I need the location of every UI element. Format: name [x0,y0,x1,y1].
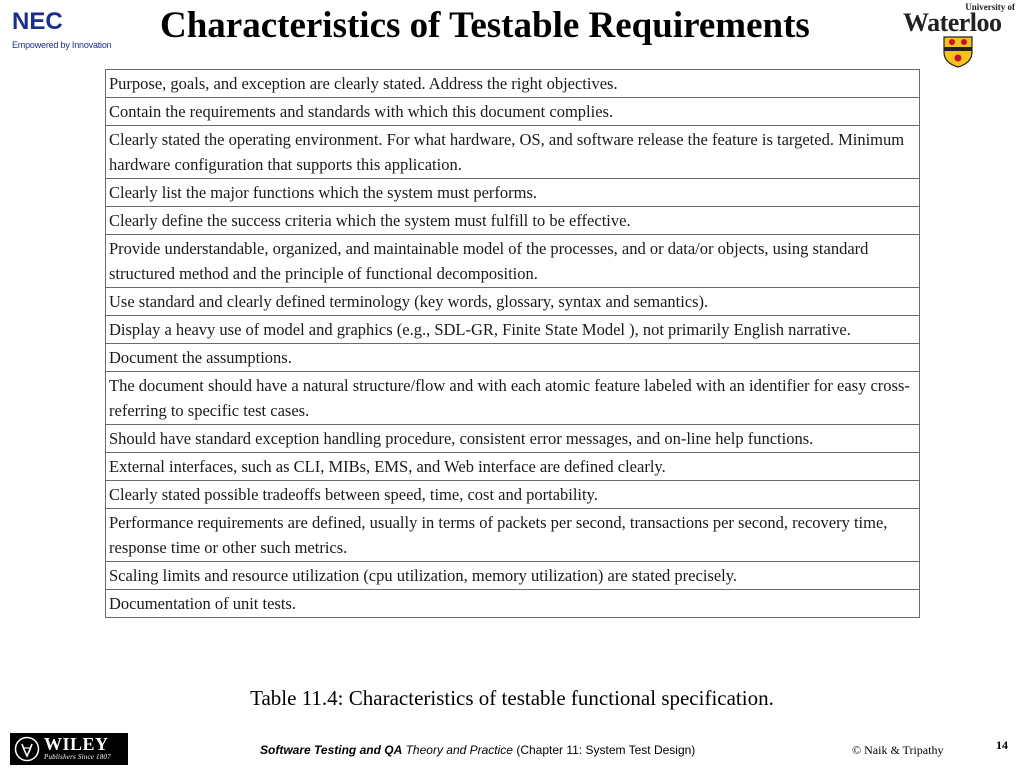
table-cell: Use standard and clearly defined terminology (key words, glossary, syntax and semantics). [106,288,920,316]
table-cell: Purpose, goals, and exception are clearly stated. Address the right objectives. [106,70,920,98]
wiley-logo-word: WILEY [44,734,109,754]
table-row [106,70,920,98]
table-row [106,98,920,126]
table-cell: Display a heavy use of model and graphics (e.g., SDL-GR, Finite State Model ), not primarily English narrative. [106,316,920,344]
nec-logo-word: NEC [12,8,63,35]
nec-logo [12,10,122,50]
table-cell: Performance requirements are defined, usually in terms of packets per second, transactions per second, recovery time, response time or other such metrics. [106,509,920,562]
table-cell: Contain the requirements and standards with which this document complies. [106,98,920,126]
table-row [106,372,920,425]
wiley-logo-subtext: Publishers Since 1807 [44,753,111,761]
table-cell: External interfaces, such as CLI, MIBs, EMS, and Web interface are defined clearly. [106,453,920,481]
requirements-table [105,69,920,618]
table-row [106,590,920,618]
footer-copyright: © Naik & Tripathy [852,743,944,757]
requirements-table-body [106,70,920,618]
footer-book-title: Software Testing and QA [260,743,403,757]
table-row [106,509,920,562]
table-row [106,126,920,179]
table-cell: Should have standard exception handling procedure, consistent error messages, and on-line help functions. [106,425,920,453]
uw-logo-word: Waterloo [903,8,1002,37]
footer-chapter: (Chapter 11: System Test Design) [516,743,696,757]
footer-subtitle: Theory and Practice [405,743,513,757]
table-row [106,453,920,481]
wiley-logo [10,733,128,765]
table-row [106,425,920,453]
table-row [106,316,920,344]
slide-title: Characteristics of Testable Requirements [160,5,810,46]
table-row [106,481,920,509]
table-row [106,288,920,316]
table-cell: Documentation of unit tests. [106,590,920,618]
footer-book-info [260,742,695,758]
table-row [106,179,920,207]
university-of-waterloo-logo [903,2,1021,68]
table-cell: Clearly define the success criteria which the system must fulfill to be effective. [106,207,920,235]
table-row [106,207,920,235]
nec-logo-tagline: Empowered by Innovation [12,40,112,50]
page-number: 14 [996,738,1008,752]
table-cell: The document should have a natural structure/flow and with each atomic feature labeled with an identifier for easy cross-referring to specific test cases. [106,372,920,425]
table-cell: Document the assumptions. [106,344,920,372]
table-row [106,344,920,372]
wiley-emblem-icon [14,736,40,762]
table-cell: Clearly list the major functions which the system must performs. [106,179,920,207]
table-caption: Table 11.4: Characteristics of testable functional specification. [250,686,774,710]
uw-crest-icon [943,36,973,68]
table-cell: Clearly stated the operating environment. For what hardware, OS, and software release the feature is targeted. Minimum hardware configuration that supports this application. [106,126,920,179]
table-cell: Clearly stated possible tradeoffs between speed, time, cost and portability. [106,481,920,509]
uw-logo-small-text: University of [965,2,1015,12]
table-row [106,562,920,590]
table-cell: Scaling limits and resource utilization (cpu utilization, memory utilization) are stated precisely. [106,562,920,590]
table-row [106,235,920,288]
table-cell: Provide understandable, organized, and maintainable model of the processes, and or data/or objects, using standard structured method and the principle of functional decomposition. [106,235,920,288]
